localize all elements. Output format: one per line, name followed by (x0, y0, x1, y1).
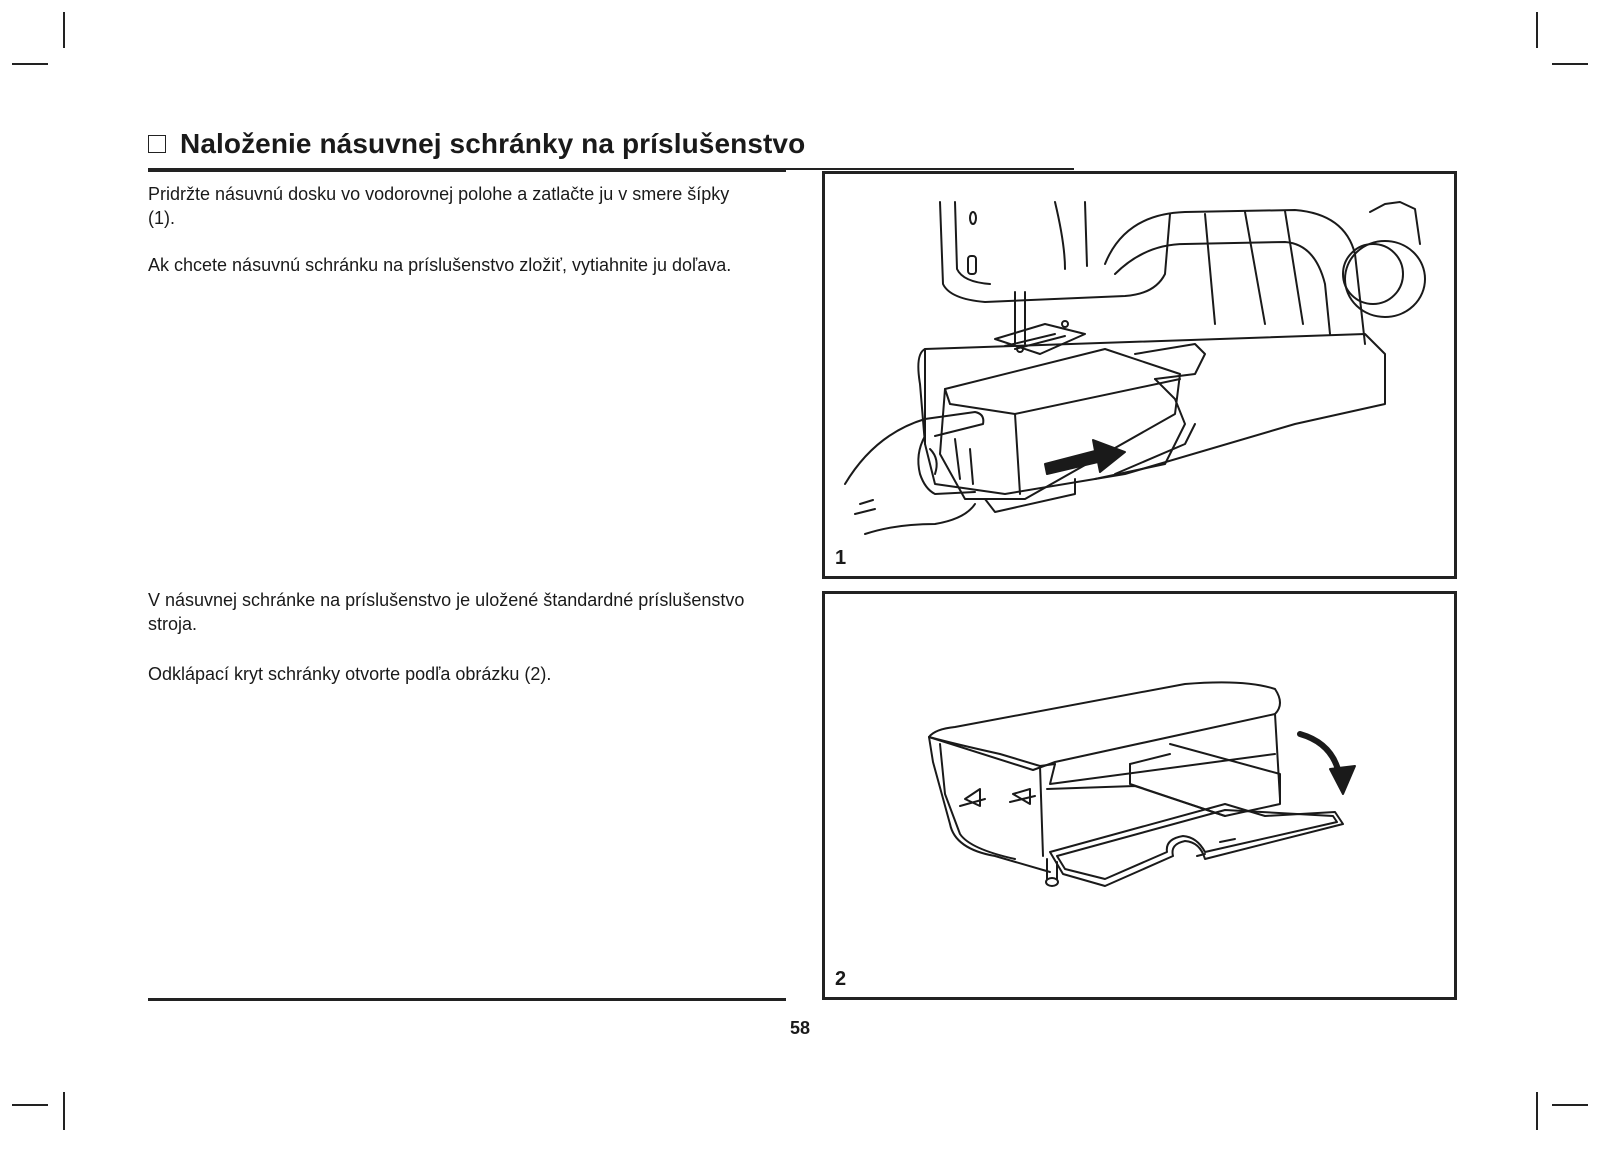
paragraph-1: Pridržte násuvnú dosku vo vodorovnej polohe a zatlačte ju v smere šípky (1). (148, 184, 730, 228)
section-title: Naloženie násuvnej schránky na príslušenstvo (180, 128, 806, 159)
paragraph-2: Ak chcete násuvnú schránku na príslušenstvo zložiť, vytiahnite ju doľava. (148, 255, 732, 275)
bottom-rule (148, 998, 786, 1001)
figure-2-label: 2 (835, 968, 847, 990)
heading-rule-extension (786, 168, 1074, 170)
crop-mark (1552, 1104, 1588, 1106)
accessory-box-illustration (825, 594, 1454, 997)
crop-mark (1536, 12, 1538, 48)
heading-rule (148, 168, 786, 172)
page-number: 58 (789, 1018, 811, 1038)
sewing-machine-illustration (825, 174, 1454, 576)
paragraph-3: V násuvnej schránke na príslušenstvo je uložené štandardné príslušenstvo stroja. (148, 590, 745, 634)
crop-mark (1536, 1092, 1538, 1130)
crop-mark (12, 63, 48, 65)
figure-2 (822, 591, 1457, 1000)
crop-mark (12, 1104, 48, 1106)
crop-mark (63, 12, 65, 48)
crop-mark (63, 1092, 65, 1130)
checkbox-icon (148, 135, 166, 153)
section-heading (148, 128, 805, 160)
figure-1 (822, 171, 1457, 579)
figure-1-label: 1 (835, 547, 847, 569)
paragraph-4: Odklápací kryt schránky otvorte podľa obrázku (2). (148, 664, 552, 684)
crop-mark (1552, 63, 1588, 65)
